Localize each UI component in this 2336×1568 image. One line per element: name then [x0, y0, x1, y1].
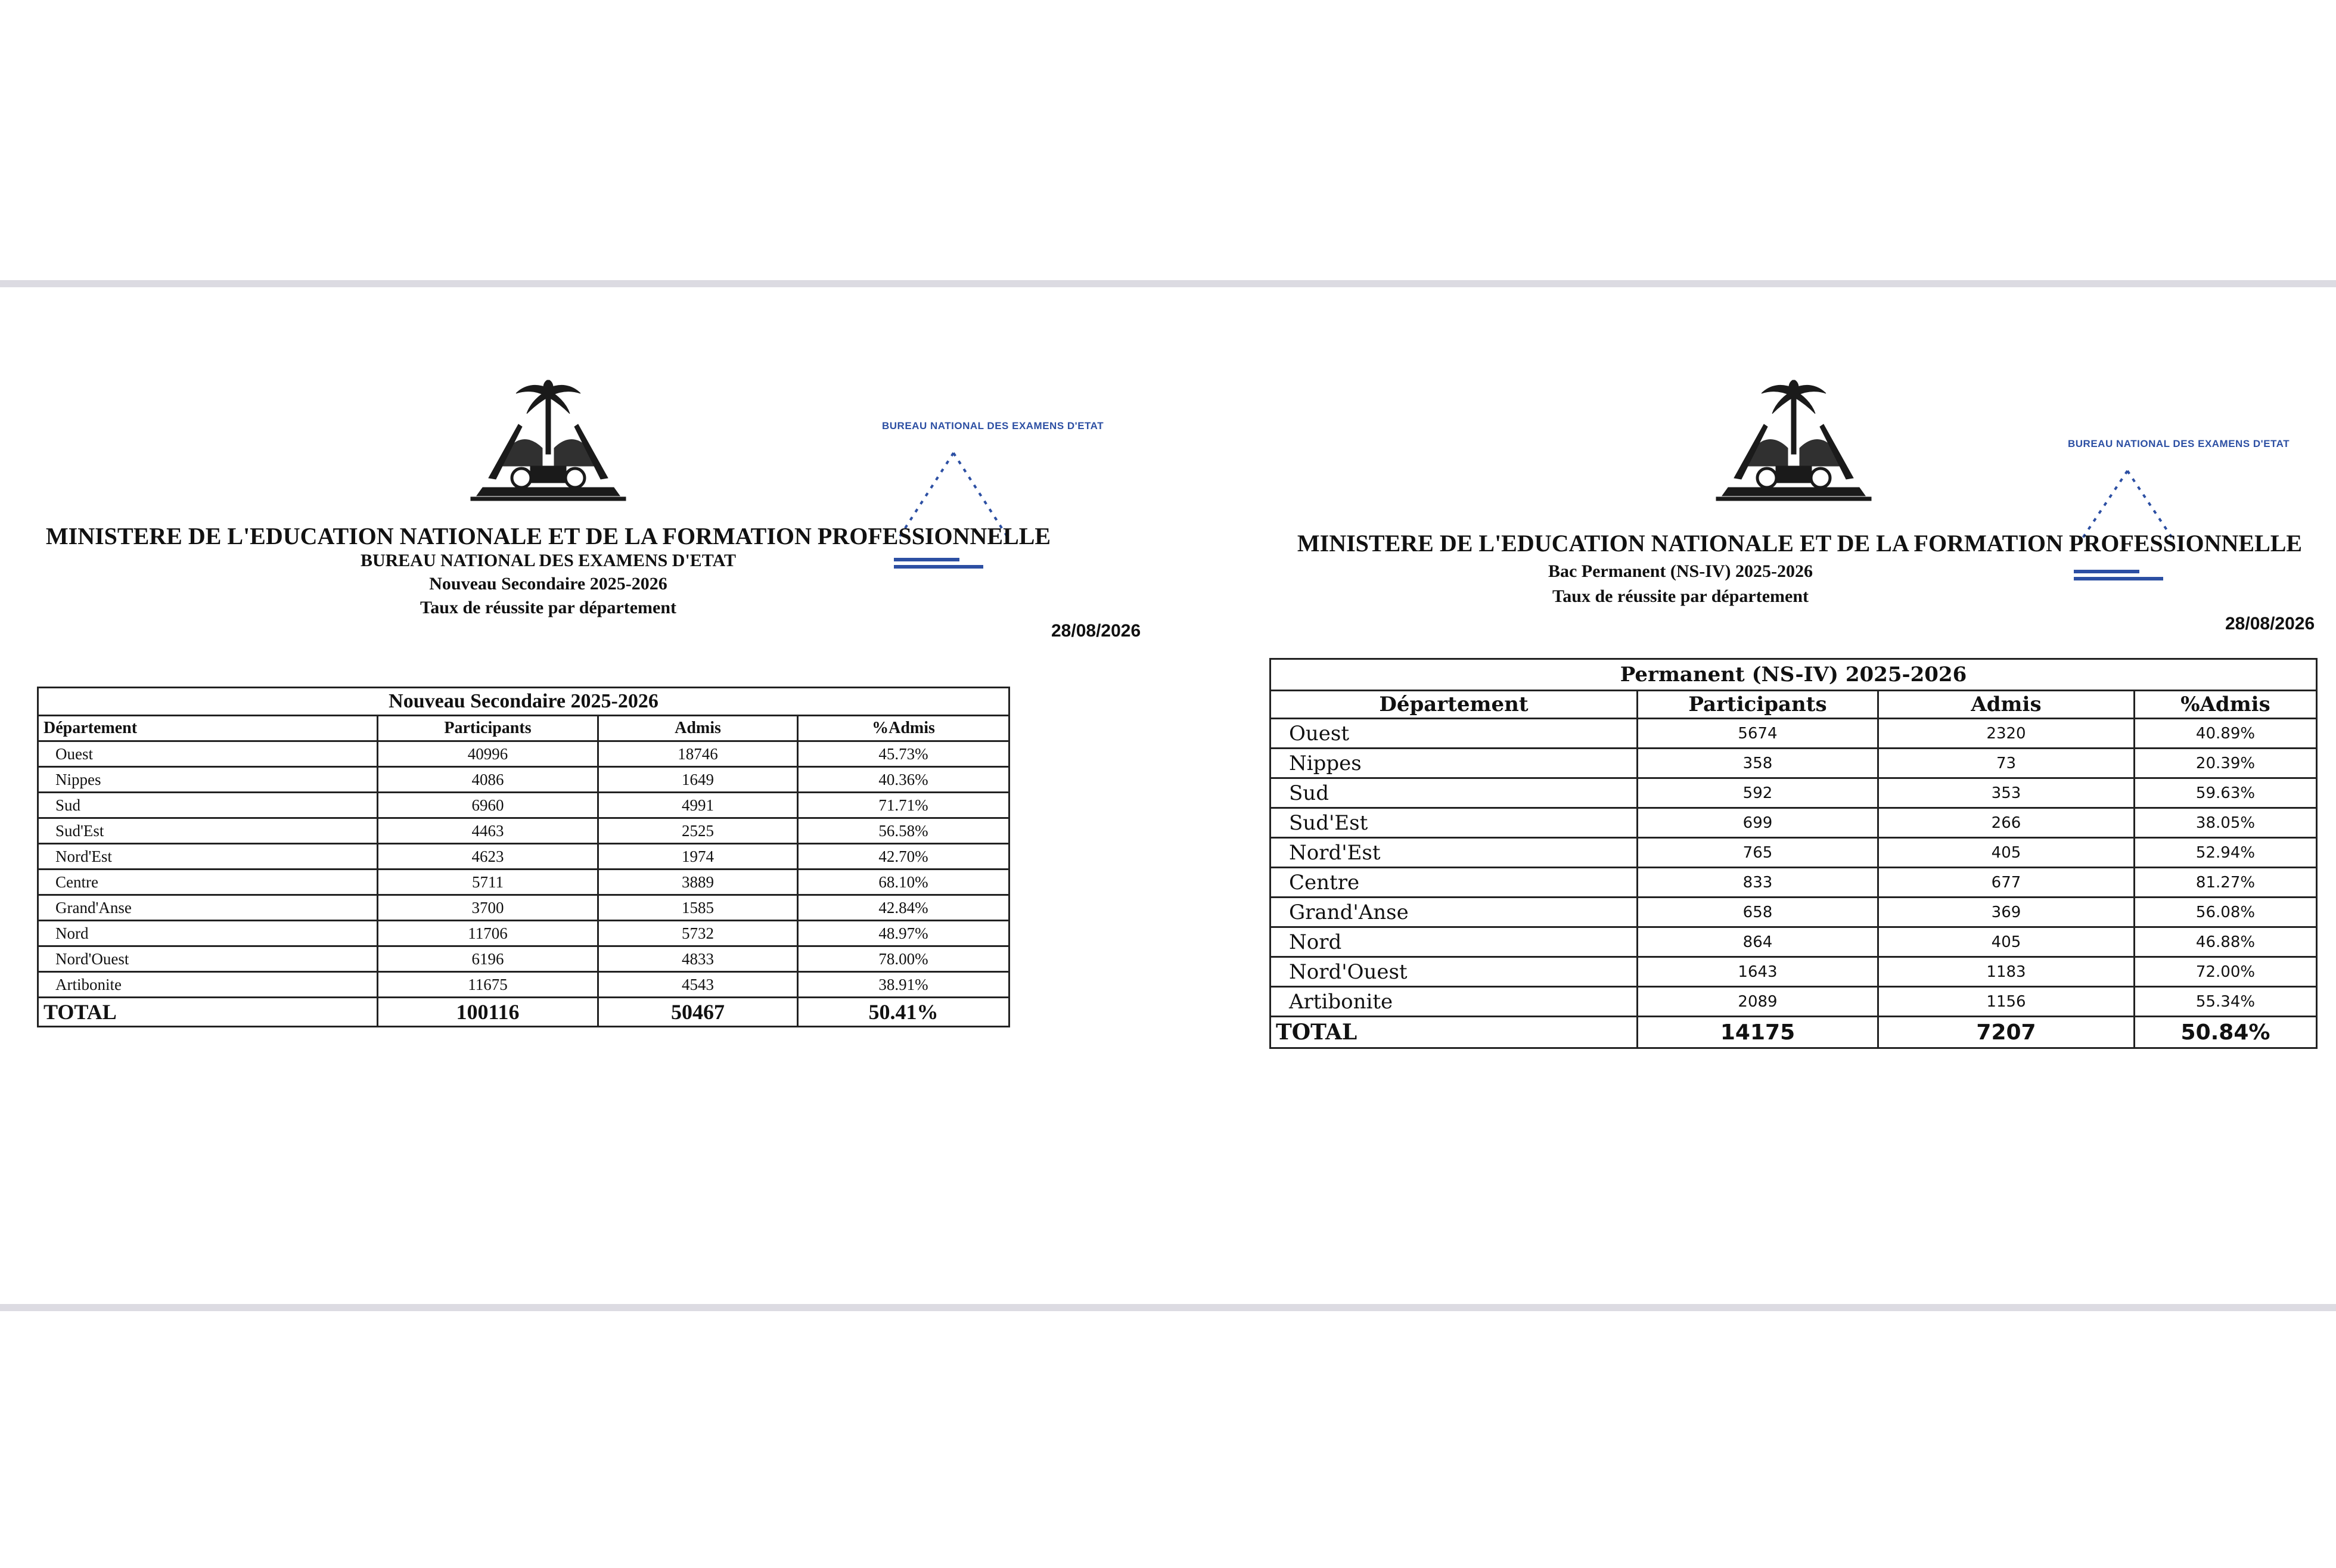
- table-row: [38, 946, 1009, 972]
- table-row: [1270, 778, 2317, 808]
- admis-cell: 2320: [1878, 719, 2135, 749]
- participants-cell: 6196: [378, 946, 598, 972]
- ministry-title: MINISTERE DE L'EDUCATION NATIONALE ET DE LA FORMATION PROFESSIONNELLE: [45, 523, 1051, 549]
- admis-cell: 353: [1878, 778, 2135, 808]
- total-row: [1270, 1017, 2317, 1048]
- subtitle: Taux de réussite par département: [1552, 586, 1809, 606]
- table-row: [38, 921, 1009, 946]
- stamp-text: BUREAU NATIONAL DES EXAMENS D'ETAT: [882, 420, 1104, 431]
- table-row: [38, 818, 1009, 844]
- bottom-divider: [0, 1304, 2336, 1311]
- bureau-title: BUREAU NATIONAL DES EXAMENS D'ETAT: [360, 551, 737, 570]
- participants-cell: 1643: [1638, 957, 1878, 987]
- percent-admis-cell: 52.94%: [2135, 838, 2317, 868]
- participants-cell: 658: [1638, 898, 1878, 927]
- percent-admis-cell: 68.10%: [798, 870, 1009, 895]
- column-header: Département: [38, 716, 378, 741]
- department-cell: Nord'Est: [1270, 838, 1638, 868]
- percent-admis-cell: 38.05%: [2135, 808, 2317, 838]
- percent-admis-cell: 56.58%: [798, 818, 1009, 844]
- exam-title: Nouveau Secondaire 2025-2026: [429, 574, 667, 594]
- total-value: 7207: [1878, 1017, 2135, 1048]
- admis-cell: 1585: [598, 895, 798, 921]
- total-value: 50.41%: [798, 998, 1009, 1027]
- total-value: 14175: [1638, 1017, 1878, 1048]
- percent-admis-cell: 55.34%: [2135, 987, 2317, 1017]
- table-row: [1270, 719, 2317, 749]
- total-label: TOTAL: [1270, 1017, 1638, 1048]
- percent-admis-cell: 20.39%: [2135, 749, 2317, 778]
- admis-cell: 405: [1878, 927, 2135, 957]
- subtitle: Taux de réussite par département: [420, 598, 676, 617]
- department-cell: Nippes: [38, 767, 378, 793]
- participants-cell: 3700: [378, 895, 598, 921]
- percent-admis-cell: 56.08%: [2135, 898, 2317, 927]
- percent-admis-cell: 42.70%: [798, 844, 1009, 870]
- percent-admis-cell: 72.00%: [2135, 957, 2317, 987]
- table-row: [1270, 927, 2317, 957]
- total-value: 100116: [378, 998, 598, 1027]
- admis-cell: 266: [1878, 808, 2135, 838]
- admis-cell: 677: [1878, 868, 2135, 898]
- participants-cell: 833: [1638, 868, 1878, 898]
- percent-admis-cell: 38.91%: [798, 972, 1009, 998]
- total-value: 50467: [598, 998, 798, 1027]
- table-title: Nouveau Secondaire 2025-2026: [37, 687, 1010, 715]
- participants-cell: 4086: [378, 767, 598, 793]
- results-table: [1269, 658, 2318, 1049]
- table-row: [1270, 987, 2317, 1017]
- table-row: [1270, 749, 2317, 778]
- exam-title: Bac Permanent (NS-IV) 2025-2026: [1548, 561, 1813, 581]
- participants-cell: 6960: [378, 793, 598, 818]
- ministry-title: MINISTERE DE L'EDUCATION NATIONALE ET DE LA FORMATION PROFESSIONNELLE: [1297, 530, 2303, 557]
- admis-cell: 3889: [598, 870, 798, 895]
- department-cell: Ouest: [38, 741, 378, 767]
- column-header: %Admis: [798, 716, 1009, 741]
- table-row: [38, 741, 1009, 767]
- total-label: TOTAL: [38, 998, 378, 1027]
- admis-cell: 5732: [598, 921, 798, 946]
- column-header: %Admis: [2135, 691, 2317, 719]
- participants-cell: 11706: [378, 921, 598, 946]
- percent-admis-cell: 40.36%: [798, 767, 1009, 793]
- department-cell: Centre: [1270, 868, 1638, 898]
- participants-cell: 5711: [378, 870, 598, 895]
- total-row: [38, 998, 1009, 1027]
- admis-cell: 2525: [598, 818, 798, 844]
- table-title: Permanent (NS-IV) 2025-2026: [1269, 658, 2318, 690]
- participants-cell: 358: [1638, 749, 1878, 778]
- table-row: [1270, 838, 2317, 868]
- total-value: 50.84%: [2135, 1017, 2317, 1048]
- department-cell: Centre: [38, 870, 378, 895]
- department-cell: Sud: [1270, 778, 1638, 808]
- department-cell: Nord'Ouest: [38, 946, 378, 972]
- department-cell: Grand'Anse: [1270, 898, 1638, 927]
- column-header: Participants: [378, 716, 598, 741]
- table-row: [1270, 898, 2317, 927]
- admis-cell: 4991: [598, 793, 798, 818]
- table-row: [1270, 868, 2317, 898]
- table-row: [38, 767, 1009, 793]
- participants-cell: 699: [1638, 808, 1878, 838]
- admis-cell: 369: [1878, 898, 2135, 927]
- department-cell: Nord'Ouest: [1270, 957, 1638, 987]
- admis-cell: 4543: [598, 972, 798, 998]
- admis-cell: 405: [1878, 838, 2135, 868]
- percent-admis-cell: 45.73%: [798, 741, 1009, 767]
- admis-cell: 18746: [598, 741, 798, 767]
- percent-admis-cell: 59.63%: [2135, 778, 2317, 808]
- department-cell: Sud'Est: [1270, 808, 1638, 838]
- column-header: Admis: [598, 716, 798, 741]
- participants-cell: 2089: [1638, 987, 1878, 1017]
- coat-of-arms-icon: [1710, 377, 1877, 505]
- document-date: 28/08/2026: [1051, 621, 1141, 641]
- department-cell: Ouest: [1270, 719, 1638, 749]
- participants-cell: 864: [1638, 927, 1878, 957]
- participants-cell: 11675: [378, 972, 598, 998]
- header-row: [1270, 691, 2317, 719]
- department-cell: Grand'Anse: [38, 895, 378, 921]
- table-row: [38, 793, 1009, 818]
- department-cell: Artibonite: [38, 972, 378, 998]
- participants-cell: 4463: [378, 818, 598, 844]
- column-header: Participants: [1638, 691, 1878, 719]
- department-cell: Sud: [38, 793, 378, 818]
- top-divider: [0, 280, 2336, 287]
- percent-admis-cell: 48.97%: [798, 921, 1009, 946]
- admis-cell: 1156: [1878, 987, 2135, 1017]
- document-date: 28/08/2026: [2225, 614, 2315, 634]
- column-header: Département: [1270, 691, 1638, 719]
- department-cell: Nord'Est: [38, 844, 378, 870]
- department-cell: Sud'Est: [38, 818, 378, 844]
- header-row: [38, 716, 1009, 741]
- column-header: Admis: [1878, 691, 2135, 719]
- percent-admis-cell: 42.84%: [798, 895, 1009, 921]
- department-cell: Nord: [38, 921, 378, 946]
- stamp-text: BUREAU NATIONAL DES EXAMENS D'ETAT: [2068, 438, 2290, 449]
- department-cell: Nord: [1270, 927, 1638, 957]
- admis-cell: 73: [1878, 749, 2135, 778]
- table-row: [38, 895, 1009, 921]
- table-row: [38, 972, 1009, 998]
- participants-cell: 592: [1638, 778, 1878, 808]
- participants-cell: 4623: [378, 844, 598, 870]
- table-row: [1270, 808, 2317, 838]
- participants-cell: 5674: [1638, 719, 1878, 749]
- admis-cell: 4833: [598, 946, 798, 972]
- coat-of-arms-icon: [465, 377, 632, 505]
- table-row: [1270, 957, 2317, 987]
- department-cell: Nippes: [1270, 749, 1638, 778]
- department-cell: Artibonite: [1270, 987, 1638, 1017]
- table-row: [38, 844, 1009, 870]
- table-row: [38, 870, 1009, 895]
- percent-admis-cell: 46.88%: [2135, 927, 2317, 957]
- participants-cell: 40996: [378, 741, 598, 767]
- percent-admis-cell: 81.27%: [2135, 868, 2317, 898]
- participants-cell: 765: [1638, 838, 1878, 868]
- admis-cell: 1183: [1878, 957, 2135, 987]
- percent-admis-cell: 78.00%: [798, 946, 1009, 972]
- percent-admis-cell: 71.71%: [798, 793, 1009, 818]
- admis-cell: 1649: [598, 767, 798, 793]
- percent-admis-cell: 40.89%: [2135, 719, 2317, 749]
- results-table: [37, 687, 1010, 1027]
- admis-cell: 1974: [598, 844, 798, 870]
